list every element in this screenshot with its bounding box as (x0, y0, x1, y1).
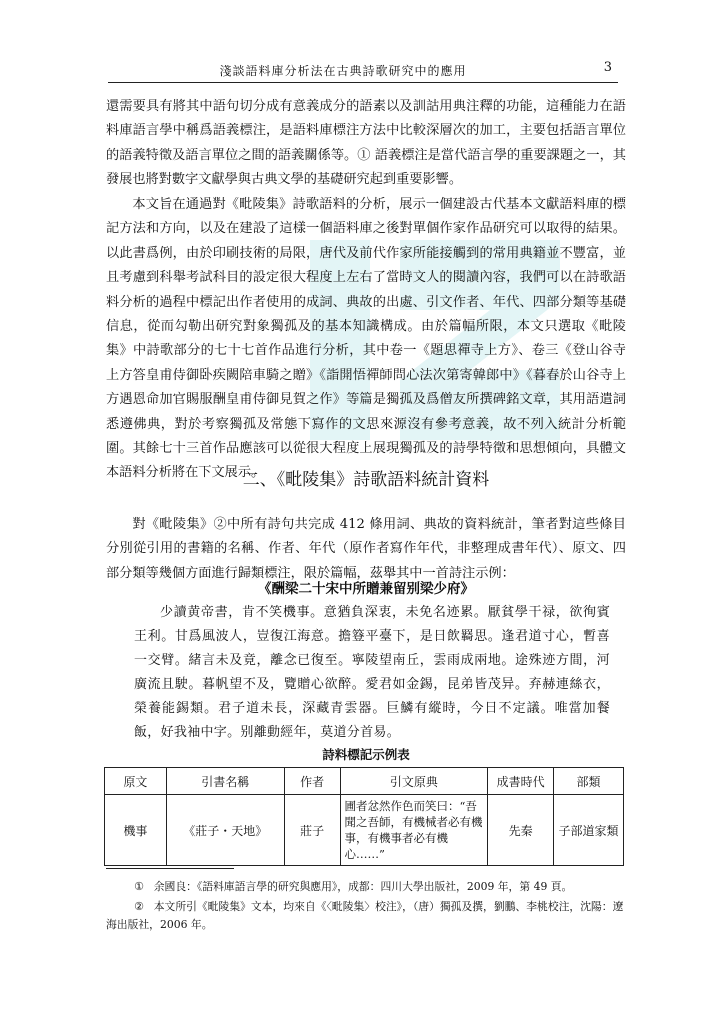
page-number: 3 (603, 60, 612, 75)
footnote-text: 余國良：《語料庫語言學的研究與應用》，成都：四川大學出版社，2009 年，第 49 頁。 (153, 880, 573, 893)
cell-quote: 圃者忿然作色而笑曰：“吾聞之吾師，有機械者必有機事，有機事者必有機心……” (340, 795, 488, 866)
table-caption: 詩料標記示例表 (322, 747, 410, 762)
section-title: 二、《毗陵集》詩歌語料統計資料 (242, 470, 490, 490)
header-source: 引書名稱 (166, 768, 284, 795)
cell-original: 機事 (105, 795, 167, 866)
paragraph-2: 本文旨在通過對《毗陵集》詩歌語料的分析，展示一個建設古代基本文獻語料庫的標記方法和方向，以及在建設了這樣一個語料庫之後對單個作家作品研究可以取得的結果。以此書爲例，由於印刷技術的局限，唐代及前代作家所能接觸到的常用典籍並不豐富，並且考慮到科舉考試科目的設定很大程度上左右了當時文人的閱讀內容，我們可以在詩歌語料分析的過程中標記出作者使用的成詞、典故的出處、引文作者、年代、四部分類等基礎信息，從而勾勒出研究對象獨孤及的基本知識構成。由於篇幅所限，本文只選取《毗陵集》中詩歌部分的七十七首作品進行分析，其中卷一《題思禪寺上方》、卷三《登山谷寺上方答皇甫侍御卧疾闕陪車騎之贈》《詣開悟禪師問心法次第寄韓郎中》《暮春於山谷寺上方遇恩命加官賜服酬皇甫侍御見賀之作》等篇是獨孤及爲僧友所撰碑銘文章，其用語遣詞悉遵佛典，對於考察獨孤及常態下寫作的文思來源沒有參考意義，故不列入統計分析範圍。其餘七十三首作品應該可以從很大程度上展現獨孤及的詩學特徵和思想傾向，具體文本語料分析將在下文展示。 (106, 197, 626, 481)
running-title: 淺談語料庫分析法在古典詩歌研究中的應用 (219, 64, 467, 78)
annotation-table (104, 767, 624, 866)
table-row (105, 795, 624, 866)
header-quote: 引文原典 (340, 768, 488, 795)
running-header (108, 60, 618, 83)
cell-author: 莊子 (284, 795, 340, 866)
footnote-mark: ② (134, 900, 144, 913)
footnote-text: 本文所引《毗陵集》文本，均來自《〈毗陵集〉校注》，（唐）獨孤及撰，劉鵬、李桃校注，沈陽：遼海出版社，2006 年。 (106, 900, 624, 931)
paragraph-1: 還需要具有將其中語句切分成有意義成分的語素以及訓詁用典注釋的功能，這種能力在語料庫語言學中稱爲語義標注，是語料庫標注方法中比較深層次的加工，主要包括語言單位的語義特徵及語言單位之間的語義關係等。① 語義標注是當代語言學的重要課題之一，其發展也將對數字文獻學與古典文學的基礎研究起到重要影響。 (106, 99, 626, 188)
table-header-row (105, 768, 624, 795)
header-author: 作者 (284, 768, 340, 795)
paragraph-3: 對《毗陵集》②中所有詩句共完成 412 條用詞、典故的資料統計，筆者對這些條目分別從引用的書籍的名稱、作者、年代（原作者寫作年代，非整理成書年代）、原文、四部分類等幾個方面進行歸類標注，限於篇幅，茲舉其中一首詩注示例： (106, 517, 626, 581)
cell-source: 《莊子・天地》 (166, 795, 284, 866)
poem-title: 《酬梁二十宋中所贈兼留别梁少府》 (258, 581, 474, 597)
footnote-1 (106, 878, 626, 896)
cell-category: 子部道家類 (554, 795, 624, 866)
poem-text: 少讀黄帝書，肯不笑機事。意猶負深衷，未免名迹累。厭貧學干禄，欲徇賓王利。甘爲風波人，豈復江海意。擔簦平臺下，是日飲羇思。逢君道寸心，暫喜一交臂。緒言未及竟，離念已復至。寧陵望南丘，雲雨成兩地。途殊迹方間，河廣流且駛。暮帆望不及，覽贈心欲醉。愛君如金錫，昆弟皆茂异。弃赫連絲衣，榮養能錫類。君子道未長，深藏青雲器。巨鱗有縱時，今日不定議。唯當加餐飯，好我袖中字。别離動經年，莫道分首易。 (134, 605, 610, 740)
footnote-divider (106, 868, 234, 869)
header-category: 部類 (554, 768, 624, 795)
header-original: 原文 (105, 768, 167, 795)
header-era: 成書時代 (488, 768, 554, 795)
cell-era: 先秦 (488, 795, 554, 866)
footnote-mark: ① (134, 880, 144, 893)
footnote-2 (106, 898, 626, 934)
